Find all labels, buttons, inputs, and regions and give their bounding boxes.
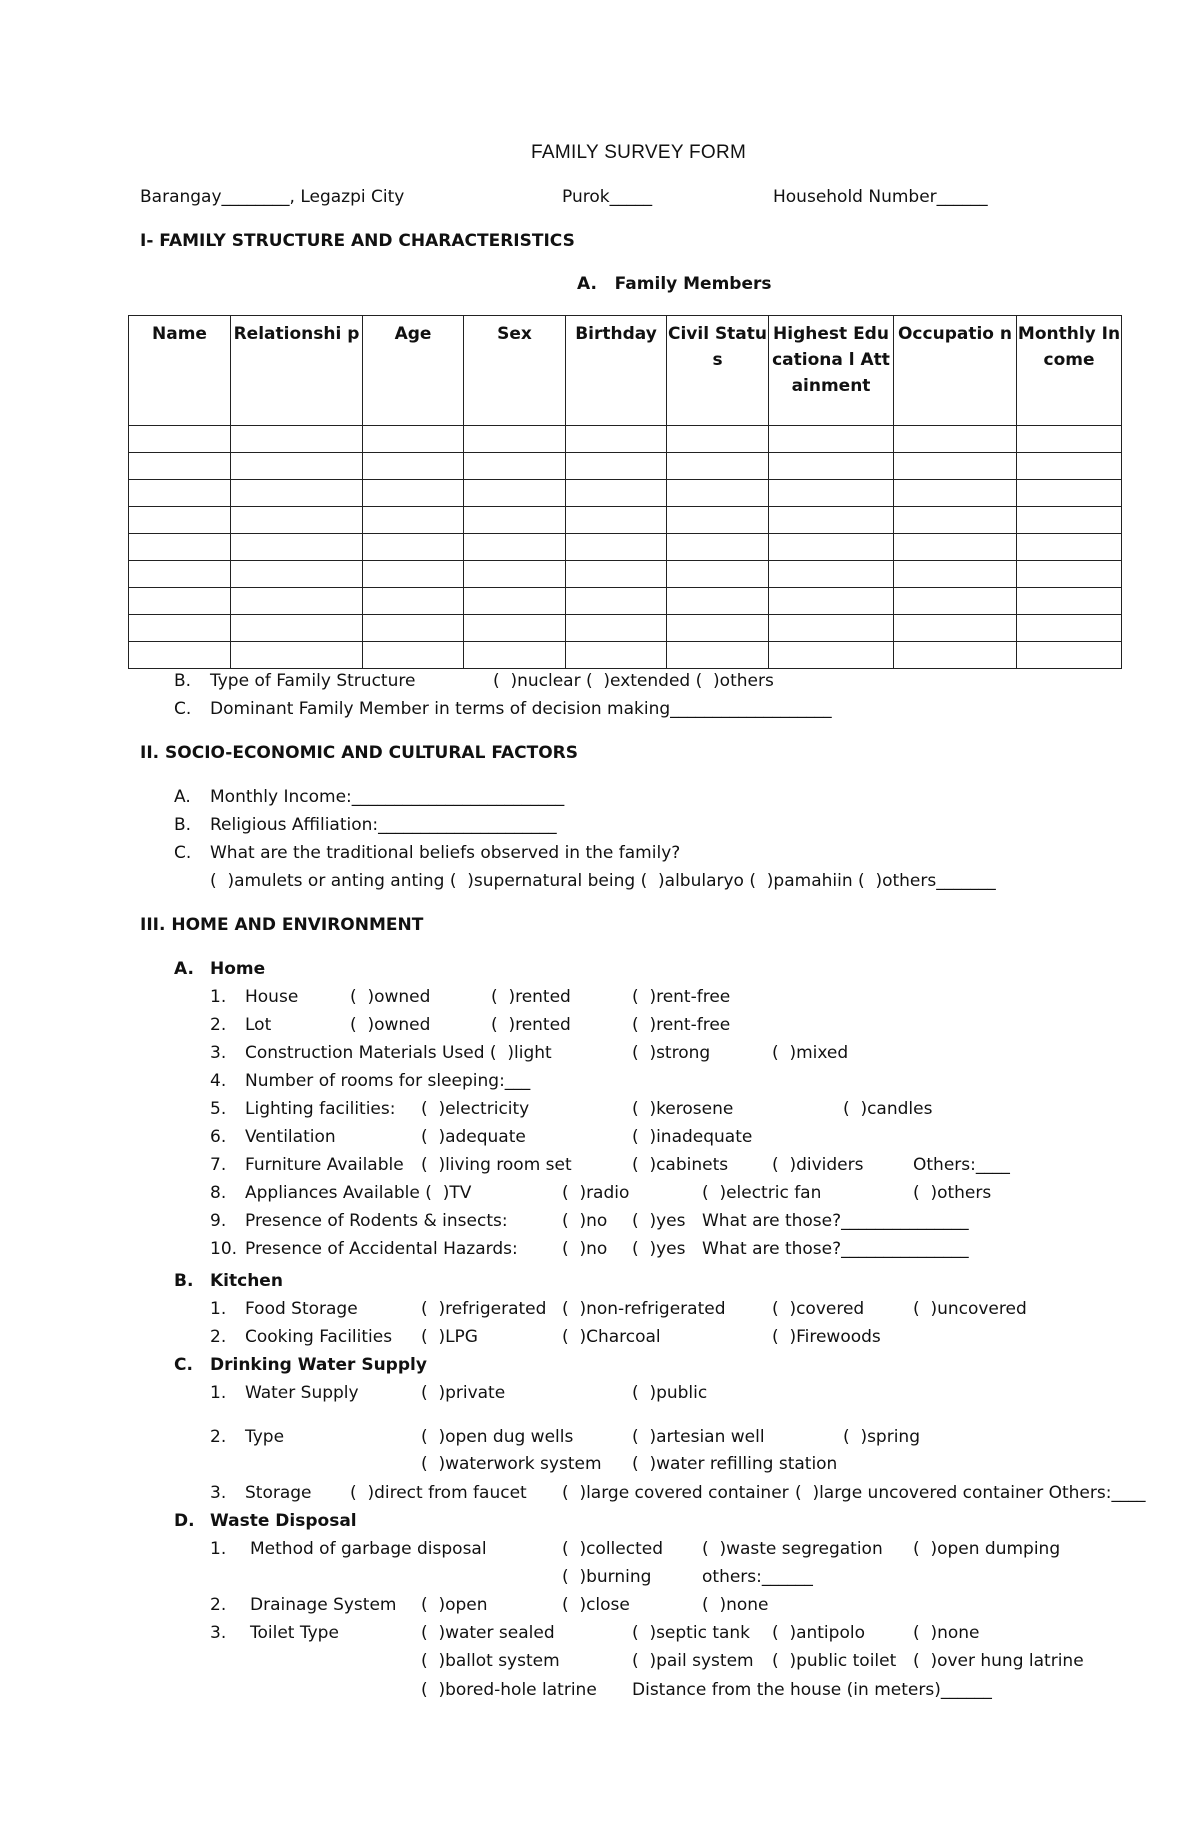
item-number: 1. [210,987,227,1007]
family-members-heading: A. Family Members [577,274,772,294]
option-d3i[interactable]: ( )bored-hole latrine [421,1680,597,1700]
member-row [129,642,1122,669]
item-label: C. [174,1355,193,1375]
household-number-field[interactable]: Household Number______ [773,187,988,207]
member-cell[interactable] [566,426,667,453]
water-supply-heading: Drinking Water Supply [210,1355,427,1375]
member-cell[interactable] [769,615,894,642]
member-cell[interactable] [363,588,464,615]
option-w2c[interactable]: ( )spring [843,1427,920,1447]
member-cell[interactable] [566,480,667,507]
item-label-w3: Storage [245,1483,312,1503]
member-cell[interactable] [769,588,894,615]
item-label-h5: Lighting facilities: [245,1099,396,1119]
item-label: A. [174,959,194,979]
col-header: Highest Educationa l Attainment [769,316,894,426]
member-cell[interactable] [129,615,231,642]
member-cell[interactable] [363,480,464,507]
option-h5b[interactable]: ( )kerosene [632,1099,734,1119]
member-cell[interactable] [769,642,894,669]
option-w2a[interactable]: ( )open dug wells [421,1427,574,1447]
option-h8b[interactable]: ( )electric fan [702,1183,822,1203]
option-k2a[interactable]: ( )LPG [421,1327,478,1347]
member-cell[interactable] [769,480,894,507]
col-header: Name [129,316,231,426]
member-cell[interactable] [1017,426,1122,453]
item-number: 8. [210,1183,227,1203]
kitchen-heading: Kitchen [210,1271,283,1291]
member-cell[interactable] [363,426,464,453]
item-number: 2. [210,1427,227,1447]
option-k1b[interactable]: ( )non-refrigerated [562,1299,726,1319]
member-cell[interactable] [231,480,363,507]
item-label: A. [174,787,191,807]
option-d3e[interactable]: ( )ballot system [421,1651,560,1671]
member-cell[interactable] [363,507,464,534]
option-h10c[interactable]: What are those?_______________ [702,1239,969,1259]
member-cell[interactable] [464,507,566,534]
option-h10b[interactable]: ( )yes [632,1239,686,1259]
member-cell[interactable] [769,453,894,480]
member-row [129,453,1122,480]
option-k2b[interactable]: ( )Charcoal [562,1327,661,1347]
item-label: B. [174,671,192,691]
member-cell[interactable] [1017,480,1122,507]
item-label-h6: Ventilation [245,1127,336,1147]
option-w3c[interactable]: ( )large uncovered container Others:____ [795,1483,1146,1503]
option-h2c[interactable]: ( )rent-free [632,1015,731,1035]
member-cell[interactable] [231,615,363,642]
religious-affiliation-field[interactable]: Religious Affiliation:_____________________ [210,815,557,835]
option-h7d[interactable]: Others:____ [913,1155,1010,1175]
item-number: 5. [210,1099,227,1119]
option-d1e[interactable]: others:______ [702,1567,813,1587]
item-label-h1: House [245,987,299,1007]
col-header: Civil Status [667,316,769,426]
item-label-d2: Drainage System [250,1595,397,1615]
member-cell[interactable] [1017,588,1122,615]
member-cell[interactable] [667,615,769,642]
option-w1a[interactable]: ( )private [421,1383,506,1403]
option-w3a[interactable]: ( )direct from faucet [350,1483,527,1503]
item-number: 3. [210,1043,227,1063]
member-cell[interactable] [566,615,667,642]
option-h7b[interactable]: ( )cabinets [632,1155,729,1175]
member-cell[interactable] [464,426,566,453]
item-label-h9: Presence of Rodents & insects: [245,1211,508,1231]
item-number: 1. [210,1299,227,1319]
col-header: Monthly Income [1017,316,1122,426]
member-cell[interactable] [667,588,769,615]
item-number: 3. [210,1483,227,1503]
item-label: C. [174,699,192,719]
barangay-field[interactable]: Barangay________, Legazpi City [140,187,405,207]
option-h7c[interactable]: ( )dividers [772,1155,864,1175]
member-row [129,588,1122,615]
option-k1c[interactable]: ( )covered [772,1299,865,1319]
option-d3f[interactable]: ( )pail system [632,1651,754,1671]
item-label-h10: Presence of Accidental Hazards: [245,1239,518,1259]
member-cell[interactable] [769,426,894,453]
item-number: 9. [210,1211,227,1231]
item-label-h4: Number of rooms for sleeping:___ [245,1071,531,1091]
member-cell[interactable] [363,453,464,480]
member-cell[interactable] [363,642,464,669]
option-h9a[interactable]: ( )no [562,1211,608,1231]
member-cell[interactable] [894,507,1017,534]
option-k2c[interactable]: ( )Firewoods [772,1327,881,1347]
item-label-k1: Food Storage [245,1299,358,1319]
option-h9b[interactable]: ( )yes [632,1211,686,1231]
member-cell[interactable] [769,534,894,561]
option-d3b[interactable]: ( )septic tank [632,1623,751,1643]
member-cell[interactable] [566,507,667,534]
item-number: 1. [210,1383,227,1403]
member-cell[interactable] [566,453,667,480]
col-header: Sex [464,316,566,426]
item-label-k2: Cooking Facilities [245,1327,393,1347]
member-cell[interactable] [464,588,566,615]
item-number: 1. [210,1539,227,1559]
family-structure-label: Type of Family Structure [210,671,416,691]
member-cell[interactable] [1017,642,1122,669]
member-cell[interactable] [1017,561,1122,588]
member-cell[interactable] [769,507,894,534]
option-d3g[interactable]: ( )public toilet [772,1651,897,1671]
member-cell[interactable] [231,561,363,588]
option-d3a[interactable]: ( )water sealed [421,1623,555,1643]
option-d3d[interactable]: ( )none [913,1623,980,1643]
dominant-member-field[interactable]: Dominant Family Member in terms of decision making___________________ [210,699,832,719]
item-label: C. [174,843,192,863]
option-w2e[interactable]: ( )water refilling station [632,1454,838,1474]
option-d1c[interactable]: ( )open dumping [913,1539,1061,1559]
option-d1d[interactable]: ( )burning [562,1567,652,1587]
member-cell[interactable] [464,642,566,669]
member-cell[interactable] [129,453,231,480]
member-cell[interactable] [231,507,363,534]
member-cell[interactable] [1017,615,1122,642]
item-number: 3. [210,1623,227,1643]
option-h9c[interactable]: What are those?_______________ [702,1211,969,1231]
option-h2a[interactable]: ( )owned [350,1015,431,1035]
member-cell[interactable] [667,480,769,507]
member-cell[interactable] [129,480,231,507]
traditional-beliefs-question: What are the traditional beliefs observed in the family? [210,843,681,863]
member-cell[interactable] [129,507,231,534]
member-cell[interactable] [566,642,667,669]
member-cell[interactable] [129,426,231,453]
option-h3c[interactable]: ( )mixed [772,1043,849,1063]
option-d3j[interactable]: Distance from the house (in meters)______ [632,1680,992,1700]
member-cell[interactable] [231,534,363,561]
option-k1d[interactable]: ( )uncovered [913,1299,1027,1319]
member-row [129,615,1122,642]
option-h1b[interactable]: ( )rented [491,987,571,1007]
member-cell[interactable] [1017,453,1122,480]
member-cell[interactable] [894,480,1017,507]
member-cell[interactable] [363,615,464,642]
family-structure-options[interactable]: ( )nuclear ( )extended ( )others [493,671,774,691]
member-cell[interactable] [1017,534,1122,561]
option-h1a[interactable]: ( )owned [350,987,431,1007]
member-row [129,561,1122,588]
item-number: 6. [210,1127,227,1147]
section-2-title: II. SOCIO-ECONOMIC AND CULTURAL FACTORS [140,743,578,763]
home-heading: Home [210,959,266,979]
member-cell[interactable] [667,507,769,534]
item-label-w1: Water Supply [245,1383,359,1403]
member-cell[interactable] [231,642,363,669]
option-w1b[interactable]: ( )public [632,1383,708,1403]
member-row [129,534,1122,561]
option-d1b[interactable]: ( )waste segregation [702,1539,883,1559]
page-title: FAMILY SURVEY FORM [531,142,747,163]
member-row [129,507,1122,534]
section-3-title: III. HOME AND ENVIRONMENT [140,915,424,935]
item-number: 4. [210,1071,227,1091]
member-cell[interactable] [363,534,464,561]
option-h1c[interactable]: ( )rent-free [632,987,731,1007]
item-number: 2. [210,1015,227,1035]
member-cell[interactable] [566,534,667,561]
item-label: B. [174,1271,194,1291]
item-number: 2. [210,1595,227,1615]
col-header: Age [363,316,464,426]
option-h2b[interactable]: ( )rented [491,1015,571,1035]
option-h6b[interactable]: ( )inadequate [632,1127,753,1147]
member-cell[interactable] [464,615,566,642]
member-cell[interactable] [566,588,667,615]
family-members-table [128,315,1122,669]
option-k1a[interactable]: ( )refrigerated [421,1299,547,1319]
option-h8a[interactable]: ( )radio [562,1183,630,1203]
member-cell[interactable] [129,642,231,669]
option-h8c[interactable]: ( )others [913,1183,992,1203]
option-d3h[interactable]: ( )over hung latrine [913,1651,1084,1671]
member-cell[interactable] [464,561,566,588]
member-cell[interactable] [894,453,1017,480]
option-h5c[interactable]: ( )candles [843,1099,933,1119]
option-h10a[interactable]: ( )no [562,1239,608,1259]
member-cell[interactable] [1017,507,1122,534]
member-cell[interactable] [894,588,1017,615]
option-d2c[interactable]: ( )none [702,1595,769,1615]
member-cell[interactable] [129,534,231,561]
purok-field[interactable]: Purok_____ [562,187,653,207]
member-cell[interactable] [129,588,231,615]
option-w2d[interactable]: ( )waterwork system [421,1454,602,1474]
item-number: 2. [210,1327,227,1347]
option-h7a[interactable]: ( )living room set [421,1155,572,1175]
option-d1a[interactable]: ( )collected [562,1539,663,1559]
item-label-h7: Furniture Available [245,1155,404,1175]
member-cell[interactable] [667,642,769,669]
col-header: Birthday [566,316,667,426]
member-cell[interactable] [566,561,667,588]
member-cell[interactable] [129,561,231,588]
member-cell[interactable] [667,453,769,480]
item-number: 10. [210,1239,238,1259]
item-label-w2: Type [245,1427,285,1447]
member-cell[interactable] [231,588,363,615]
option-h5a[interactable]: ( )electricity [421,1099,530,1119]
item-label: D. [174,1511,195,1531]
member-cell[interactable] [464,534,566,561]
option-w3b[interactable]: ( )large covered container [562,1483,789,1503]
option-d2b[interactable]: ( )close [562,1595,630,1615]
item-number: 7. [210,1155,227,1175]
option-d2a[interactable]: ( )open [421,1595,488,1615]
item-label-h8: Appliances Available ( )TV [245,1183,472,1203]
member-cell[interactable] [894,561,1017,588]
member-cell[interactable] [894,426,1017,453]
member-cell[interactable] [769,561,894,588]
item-label-d3: Toilet Type [250,1623,339,1643]
member-cell[interactable] [231,453,363,480]
member-cell[interactable] [894,642,1017,669]
member-cell[interactable] [667,534,769,561]
member-cell[interactable] [363,561,464,588]
member-cell[interactable] [894,615,1017,642]
traditional-beliefs-options[interactable]: ( )amulets or anting anting ( )supernatural being ( )albularyo ( )pamahiin ( )others_______ [210,871,996,891]
option-d3c[interactable]: ( )antipolo [772,1623,865,1643]
col-header: Occupatio n [894,316,1017,426]
col-header: Relationshi p [231,316,363,426]
member-cell[interactable] [894,534,1017,561]
option-h3b[interactable]: ( )strong [632,1043,711,1063]
member-row [129,480,1122,507]
item-label-h3: Construction Materials Used ( )light [245,1043,552,1063]
waste-disposal-heading: Waste Disposal [210,1511,357,1531]
member-cell[interactable] [667,426,769,453]
section-1-title: I- FAMILY STRUCTURE AND CHARACTERISTICS [140,231,575,251]
member-cell[interactable] [464,480,566,507]
member-cell[interactable] [464,453,566,480]
member-cell[interactable] [231,426,363,453]
option-w2b[interactable]: ( )artesian well [632,1427,765,1447]
item-label-h2: Lot [245,1015,272,1035]
item-label-d1: Method of garbage disposal [250,1539,487,1559]
member-row [129,426,1122,453]
item-label: B. [174,815,192,835]
option-h6a[interactable]: ( )adequate [421,1127,526,1147]
member-cell[interactable] [667,561,769,588]
monthly-income-field[interactable]: Monthly Income:_________________________ [210,787,565,807]
